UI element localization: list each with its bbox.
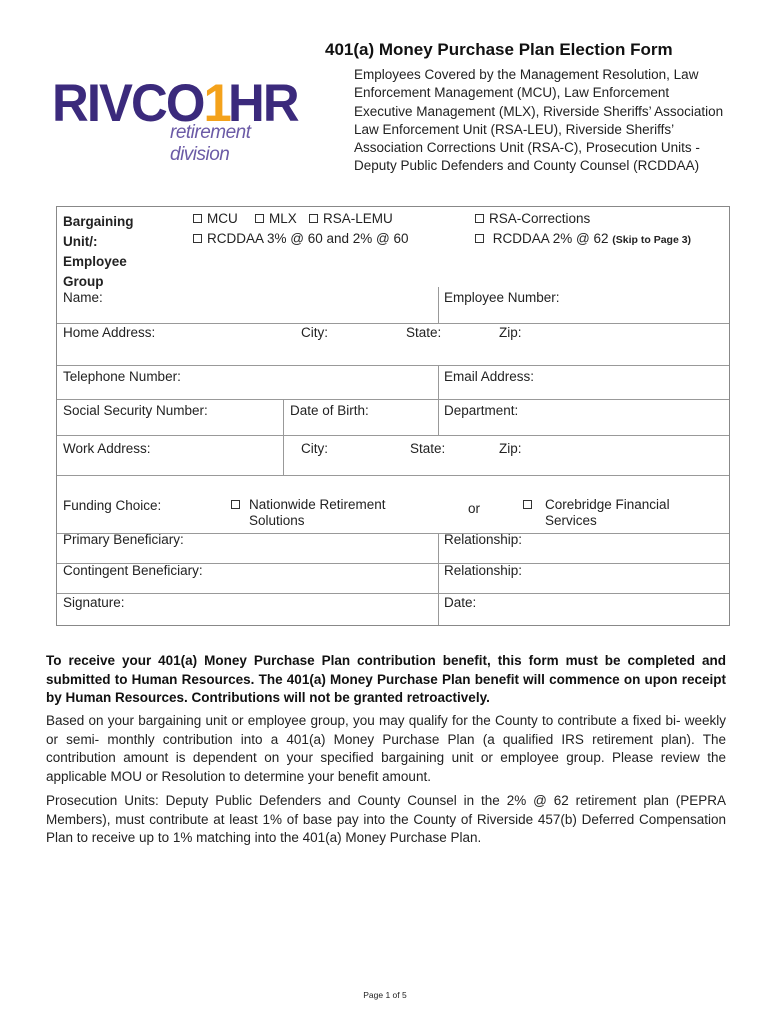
checkbox-icon[interactable] — [523, 500, 532, 509]
option-rcddaa-2[interactable]: RCDDAA 2% @ 62 (Skip to Page 3) — [475, 231, 691, 248]
checkbox-icon[interactable] — [475, 234, 484, 243]
checkbox-icon[interactable] — [193, 214, 202, 223]
nationwide-label: Nationwide Retirement Solutions — [249, 497, 386, 528]
option-rsa-corrections[interactable]: RSA-Corrections — [475, 211, 590, 227]
rivco-hr-logo — [52, 74, 312, 165]
logo-wordmark: RIVCO1HR — [52, 74, 298, 133]
option-mlx[interactable]: MLX — [255, 211, 297, 227]
contribution-paragraph: Based on your bargaining unit or employee group, you may qualify for the County to contribute a fixed bi- weekly or semi- monthly contribution into a 401(a) Money Purchase Plan (a qualified IRS retirement plan). The contribution amount is dependent on your specified bargaining unit or employee group. Please review the applicable MOU or Resolution to determine your benefit amount. — [46, 713, 726, 784]
checkbox-icon[interactable] — [309, 214, 318, 223]
home-address-label: Home Address: — [63, 325, 156, 340]
election-form-table — [56, 206, 730, 626]
primary-relationship-label: Relationship: — [444, 532, 523, 547]
home-zip-label: Zip: — [499, 325, 522, 340]
checkbox-icon[interactable] — [255, 214, 264, 223]
employee-number-label: Employee Number: — [444, 290, 560, 305]
checkbox-icon[interactable] — [475, 214, 484, 223]
telephone-label: Telephone Number: — [63, 369, 181, 384]
or-label: or — [468, 501, 481, 516]
form-title: 401(a) Money Purchase Plan Election Form — [325, 40, 673, 59]
option-rcddaa-3[interactable]: RCDDAA 3% @ 60 and 2% @ 60 — [193, 231, 409, 247]
logo-subtitle: retirement division — [170, 122, 251, 165]
contingent-relationship-label: Relationship: — [444, 563, 523, 578]
skip-note: (Skip to Page 3) — [612, 234, 692, 246]
checkbox-icon[interactable] — [231, 500, 240, 509]
work-zip-label: Zip: — [499, 441, 522, 456]
bargaining-unit-label: Bargaining Unit/: Employee Group — [63, 214, 134, 289]
dob-label: Date of Birth: — [290, 403, 369, 418]
signature-label: Signature: — [63, 595, 125, 610]
option-rsa-lemu[interactable]: RSA-LEMU — [309, 211, 393, 227]
option-corebridge[interactable] — [523, 497, 537, 513]
work-address-label: Work Address: — [63, 441, 151, 456]
home-state-label: State: — [406, 325, 442, 340]
option-nationwide[interactable] — [231, 497, 245, 513]
email-label: Email Address: — [444, 369, 535, 384]
work-state-label: State: — [410, 441, 446, 456]
funding-choice-label: Funding Choice: — [63, 498, 162, 513]
checkbox-icon[interactable] — [193, 234, 202, 243]
work-city-label: City: — [301, 441, 328, 456]
prosecution-units-paragraph: Prosecution Units: Deputy Public Defenders and County Counsel in the 2% @ 62 retirement plan (PEPRA Members), must contribute at least 1% of base pay into the County of Riverside 457(b) Deferred Compensation Plan to receive up to 1% matching into the 401(a) Money Purchase Plan. — [46, 793, 726, 845]
intro-text: Employees Covered by the Management Resolution, Law Enforcement Management (MCU), Law Enforcement Executive Management (MLX), Riverside Sheriffs’ Association Law Enforcement Unit (RSA-LEU), Riverside Sheriffs’ Association Corrections Unit (RSA-C), Prosecution Units - Deputy Public Defenders and County Counsel (RCDDAA) — [354, 67, 724, 174]
ssn-label: Social Security Number: — [63, 403, 208, 418]
contingent-beneficiary-label: Contingent Beneficiary: — [63, 563, 203, 578]
primary-beneficiary-label: Primary Beneficiary: — [63, 532, 184, 547]
date-label: Date: — [444, 595, 477, 610]
department-label: Department: — [444, 403, 519, 418]
submission-notice: To receive your 401(a) Money Purchase Plan contribution benefit, this form must be completed and submitted to Human Resources. The 401(a) Money Purchase Plan benefit will commence on upon receipt by Human Resources. Contributions will not be granted retroactively. — [46, 653, 726, 705]
home-city-label: City: — [301, 325, 328, 340]
option-mcu[interactable]: MCU — [193, 211, 238, 227]
name-label: Name: — [63, 290, 103, 305]
corebridge-label: Corebridge Financial Services — [545, 497, 670, 528]
page-number: Page 1 of 5 — [363, 990, 407, 1000]
